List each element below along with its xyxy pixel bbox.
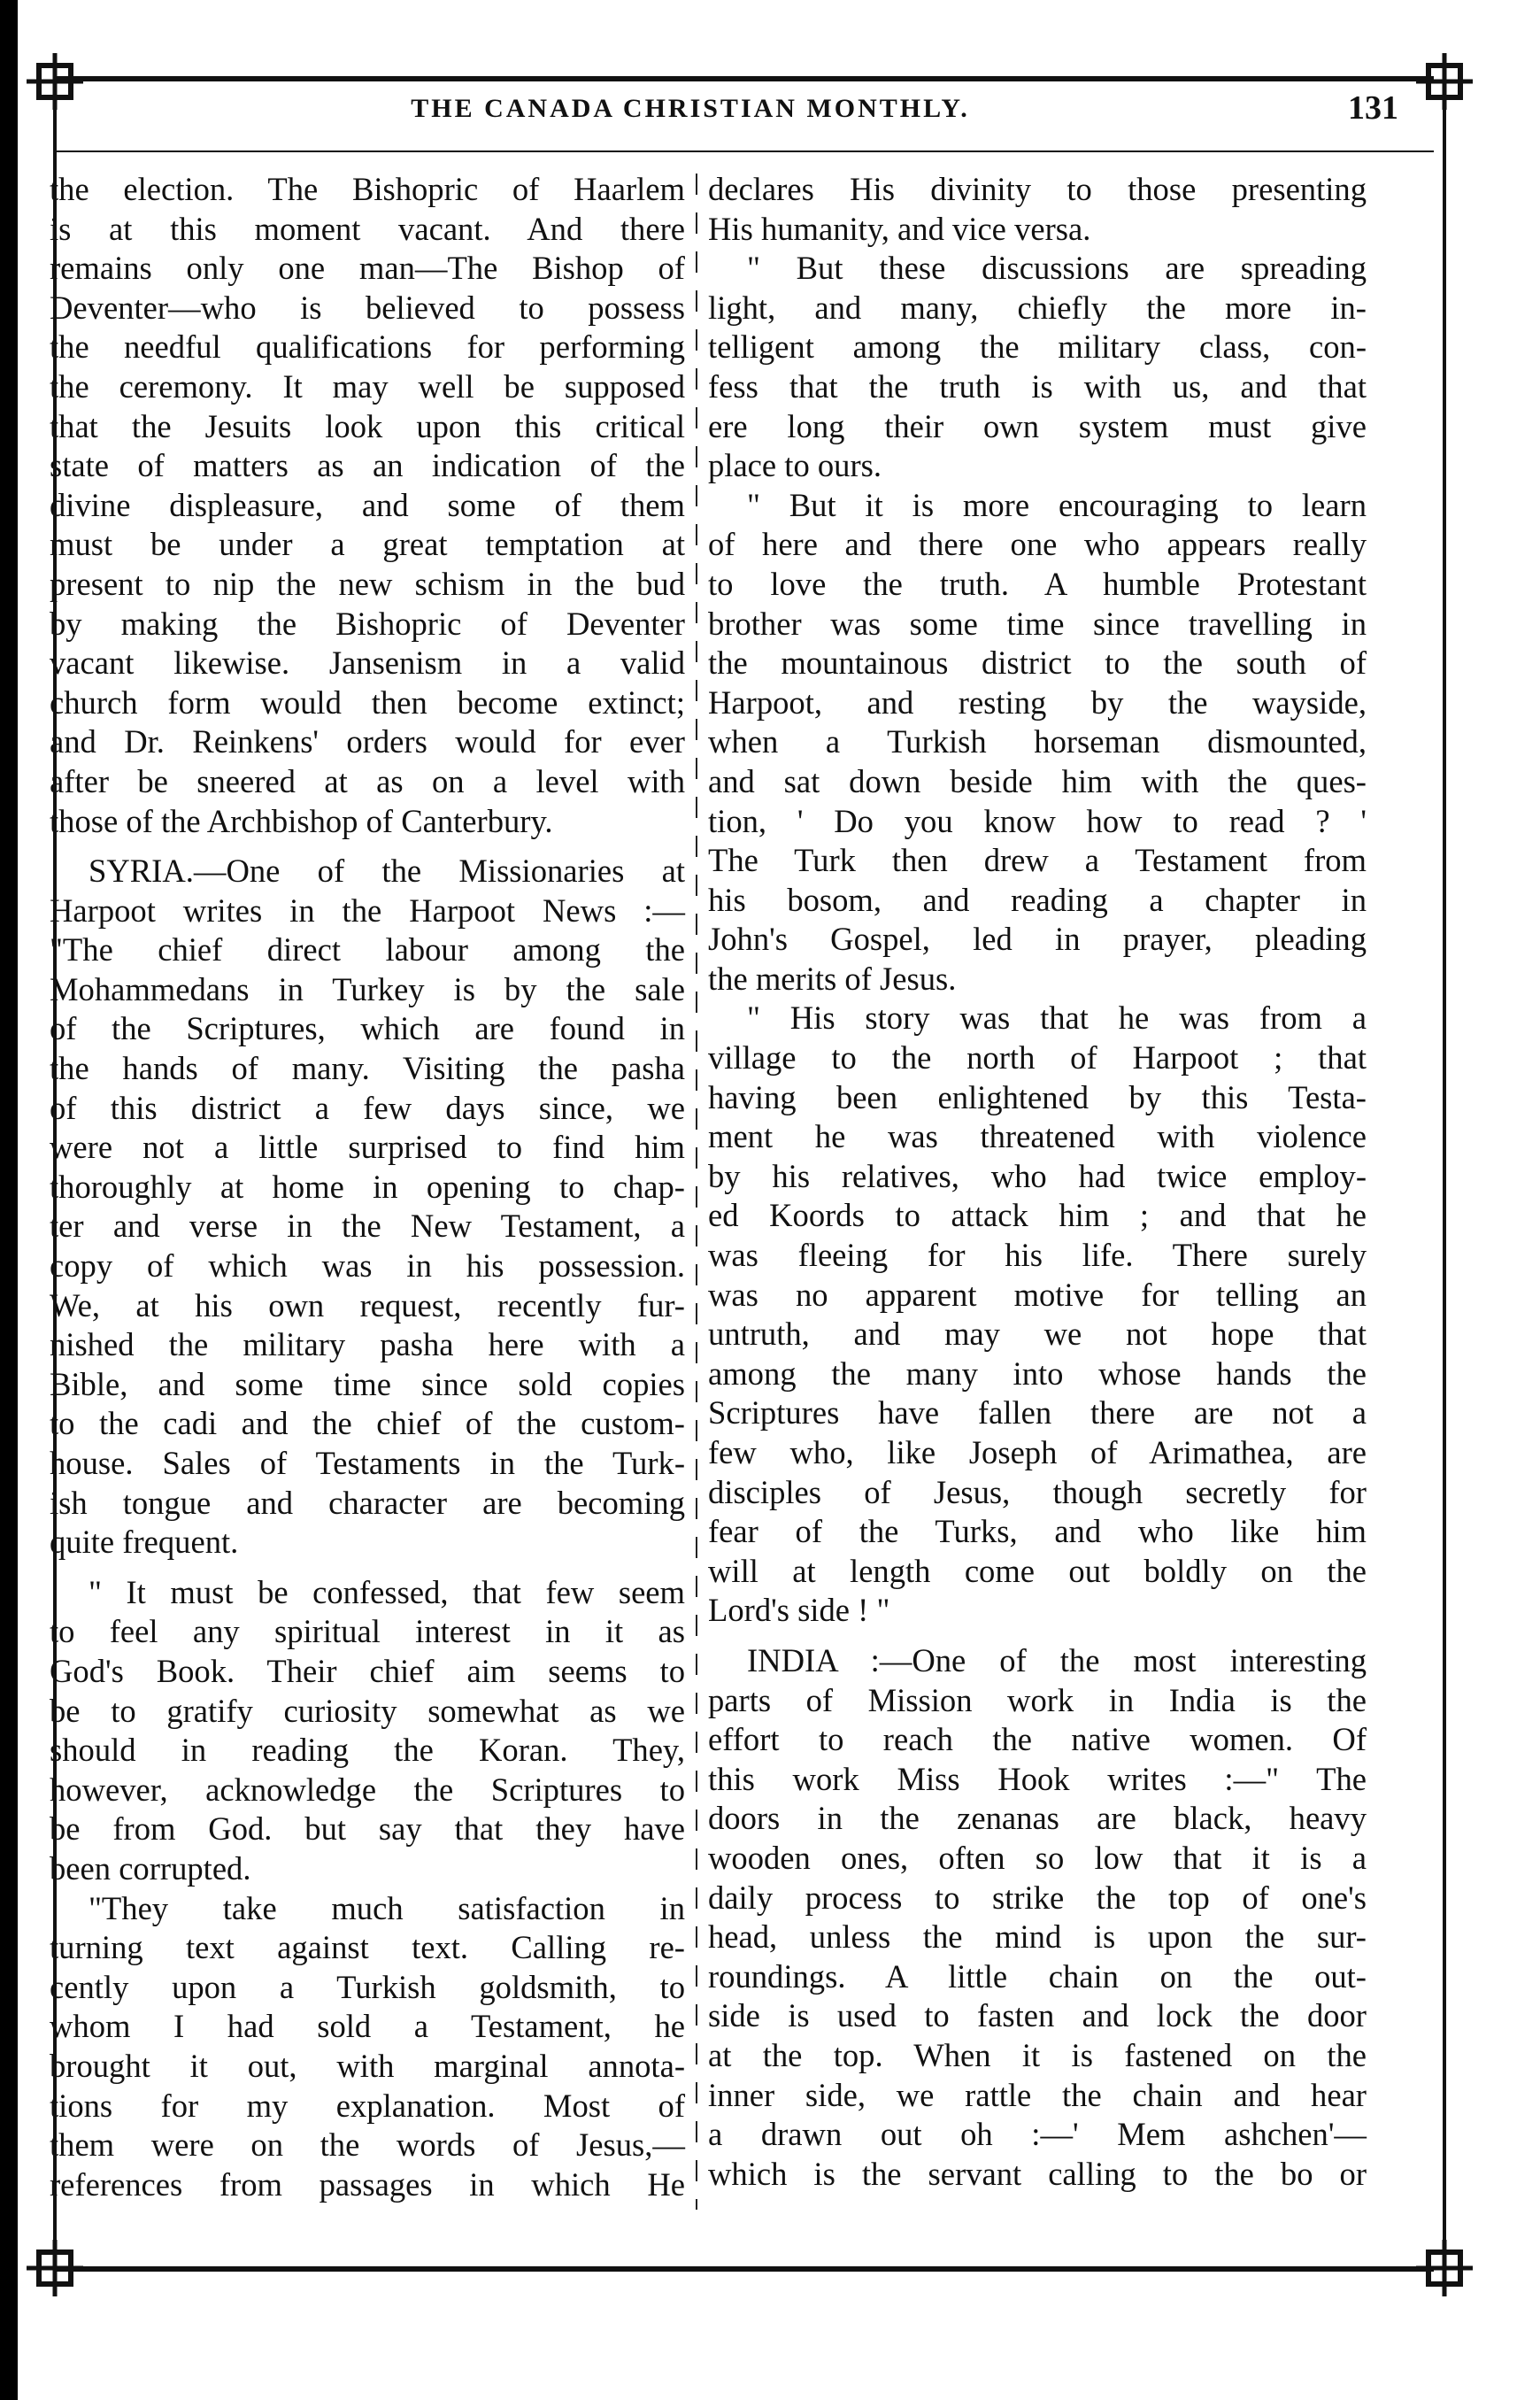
text-line: by making the Bishopric of Deventer — [50, 605, 685, 642]
running-title: THE CANADA CHRISTIAN MONTHLY. — [411, 94, 970, 123]
text-line: which is the servant calling to the bo or — [708, 2155, 1367, 2192]
text-line: "They take much satisfaction in — [89, 1889, 685, 1926]
text-line: copy of which was in his possession. — [50, 1247, 685, 1285]
text-line: been corrupted. — [50, 1849, 251, 1887]
text-line: the mountainous district to the south of — [708, 644, 1367, 682]
text-line: quite frequent. — [50, 1524, 239, 1561]
text-line: state of matters as an indication of the — [50, 447, 685, 484]
text-line: remains only one man—The Bishop of — [50, 250, 685, 287]
text-line: after be sneered at as on a level with — [50, 762, 685, 799]
text-line: wooden ones, often so low that it is a — [708, 1839, 1367, 1876]
top-border-thin-rule — [53, 150, 1434, 152]
right-border-rule — [1443, 106, 1446, 2284]
text-line: of this district a few days since, we — [50, 1089, 685, 1126]
text-line: Harpoot writes in the Harpoot News :— — [50, 891, 685, 929]
text-line: fess that the truth is with us, and that — [708, 367, 1367, 405]
text-line: were not a little surprised to find him — [50, 1129, 685, 1166]
text-line: " But it is more encouraging to learn — [747, 486, 1367, 523]
text-line: cently upon a Turkish goldsmith, to — [50, 1968, 685, 2005]
text-line: divine displeasure, and some of them — [50, 486, 685, 523]
bottom-left-corner-ornament — [27, 2240, 83, 2296]
text-line: however, acknowledge the Scriptures to — [50, 1771, 685, 1808]
text-line: to the cadi and the chief of the custom- — [50, 1405, 685, 1442]
text-line: inner side, we rattle the chain and hear — [708, 2076, 1367, 2113]
text-line: the needful qualifications for performing — [50, 328, 685, 366]
text-line: is at this moment vacant. And there — [50, 210, 685, 247]
section-heading-line: INDIA :—One of the most interesting — [747, 1641, 1367, 1678]
text-line: Harpoot, and resting by the wayside, — [708, 683, 1367, 721]
text-line: be from God. but say that they have — [50, 1810, 685, 1848]
left-edge-bar — [0, 0, 18, 2400]
text-line: ish tongue and character are becoming — [50, 1484, 685, 1521]
text-line: few who, like Joseph of Arimathea, are — [708, 1434, 1367, 1470]
text-line: them were on the words of Jesus,— — [50, 2126, 685, 2164]
text-line: declares His divinity to those presenting — [708, 171, 1367, 207]
text-line: disciples of Jesus, though secretly for — [708, 1473, 1367, 1510]
bottom-border-rule — [53, 2266, 1434, 2272]
text-line: roundings. A little chain on the out- — [708, 1957, 1367, 1995]
text-line: the ceremony. It may well be supposed — [50, 367, 685, 405]
text-line: must be under a great temptation at — [50, 526, 685, 563]
text-line: when a Turkish horseman dismounted, — [708, 723, 1367, 760]
text-line: fear of the Turks, and who like him — [708, 1513, 1367, 1550]
text-line: the merits of Jesus. — [708, 960, 957, 997]
text-line: that the Jesuits look upon this critical — [50, 407, 685, 444]
text-line: light, and many, chiefly the more in- — [708, 289, 1367, 326]
text-line: whom I had sold a Testament, he — [50, 2008, 685, 2045]
text-line: will at length come out boldly on the — [708, 1552, 1367, 1589]
text-line: Lord's side ! " — [708, 1592, 890, 1629]
text-line: and sat down beside him with the ques- — [708, 762, 1367, 799]
text-line: was no apparent motive for telling an — [708, 1276, 1367, 1313]
text-line: tion, ' Do you know how to read ? ' — [708, 802, 1367, 839]
text-line: present to nip the new schism in the bud — [50, 565, 685, 602]
text-line: among the many into whose hands the — [708, 1354, 1367, 1392]
text-line: turning text against text. Calling re- — [50, 1929, 685, 1966]
text-line: house. Sales of Testaments in the Turk- — [50, 1445, 685, 1481]
text-line: be to gratify curiosity somewhat as we — [50, 1692, 685, 1729]
text-line: ed Koords to attack him ; and that he — [708, 1197, 1367, 1234]
text-line: to love the truth. A humble Protestant — [708, 565, 1367, 602]
text-line: daily process to strike the top of one's — [708, 1879, 1367, 1916]
text-line: church form would then become extinct; — [50, 683, 685, 721]
text-line: The Turk then drew a Testament from — [708, 842, 1367, 879]
text-line: his bosom, and reading a chapter in — [708, 881, 1367, 918]
text-line: " His story was that he was from a — [747, 999, 1367, 1037]
text-line: the election. The Bishopric of Haarlem — [50, 171, 685, 207]
page-header — [106, 89, 1434, 142]
text-line: was fleeing for his life. There surely — [708, 1237, 1367, 1274]
text-line: brother was some time since travelling in — [708, 605, 1367, 642]
text-line: Scriptures have fallen there are not a — [708, 1394, 1367, 1432]
text-line: of the Scriptures, which are found in — [50, 1010, 685, 1047]
text-line: place to ours. — [708, 447, 882, 484]
text-line: " It must be confessed, that few seem — [89, 1573, 685, 1610]
text-line: and Dr. Reinkens' orders would for ever — [50, 723, 685, 760]
text-line: His humanity, and vice versa. — [708, 210, 1091, 247]
top-border-rule — [53, 76, 1434, 81]
left-column — [50, 170, 685, 2204]
text-line: of here and there one who appears really — [708, 526, 1367, 563]
text-line: this work Miss Hook writes :—" The — [708, 1760, 1367, 1797]
text-line: ter and verse in the New Testament, a — [50, 1208, 685, 1245]
text-line: those of the Archbishop of Canterbury. — [50, 802, 553, 839]
text-line: telligent among the military class, con- — [708, 328, 1367, 366]
section-heading-line: SYRIA.—One of the Missionaries at — [89, 853, 685, 890]
text-line: John's Gospel, led in prayer, pleading — [708, 921, 1367, 958]
text-line: nished the military pasha here with a — [50, 1326, 685, 1363]
text-line: to feel any spiritual interest in it as — [50, 1613, 685, 1650]
text-line: " But these discussions are spreading — [747, 250, 1367, 287]
text-line: ment he was threatened with violence — [708, 1118, 1367, 1155]
column-divider — [696, 174, 697, 2210]
text-line: by his relatives, who had twice employ- — [708, 1157, 1367, 1194]
text-line: should in reading the Koran. They, — [50, 1732, 685, 1769]
text-line: at the top. When it is fastened on the — [708, 2036, 1367, 2073]
text-line: God's Book. Their chief aim seems to — [50, 1652, 685, 1689]
text-line: "The chief direct labour among the — [50, 931, 685, 968]
text-line: doors in the zenanas are black, heavy — [708, 1800, 1367, 1837]
text-line: head, unless the mind is upon the sur- — [708, 1918, 1367, 1956]
right-column — [708, 170, 1367, 2194]
text-line: Bible, and some time since sold copies — [50, 1365, 685, 1402]
text-line: references from passages in which He — [50, 2165, 685, 2203]
text-line: tions for my explanation. Most of — [50, 2087, 685, 2124]
text-line: effort to reach the native women. Of — [708, 1721, 1367, 1758]
text-line: brought it out, with marginal annota- — [50, 2047, 685, 2084]
text-line: having been enlightened by this Testa- — [708, 1078, 1367, 1115]
bottom-right-corner-ornament — [1416, 2240, 1473, 2296]
text-line: the hands of many. Visiting the pasha — [50, 1050, 685, 1087]
top-left-corner-ornament — [27, 53, 83, 110]
text-line: Deventer—who is believed to possess — [50, 289, 685, 326]
text-line: Mohammedans in Turkey is by the sale — [50, 970, 685, 1007]
text-line: village to the north of Harpoot ; that — [708, 1039, 1367, 1077]
text-line: side is used to fasten and lock the door — [708, 1997, 1367, 2034]
text-line: parts of Mission work in India is the — [708, 1681, 1367, 1718]
text-line: a drawn out oh :—' Mem ashchen'— — [708, 2116, 1367, 2153]
text-line: We, at his own request, recently fur- — [50, 1286, 685, 1323]
text-line: ere long their own system must give — [708, 407, 1367, 444]
text-line: thoroughly at home in opening to chap- — [50, 1168, 685, 1205]
page-number: 131 — [1348, 89, 1398, 127]
text-line: vacant likewise. Jansenism in a valid — [50, 644, 685, 682]
text-line: untruth, and may we not hope that — [708, 1316, 1367, 1353]
